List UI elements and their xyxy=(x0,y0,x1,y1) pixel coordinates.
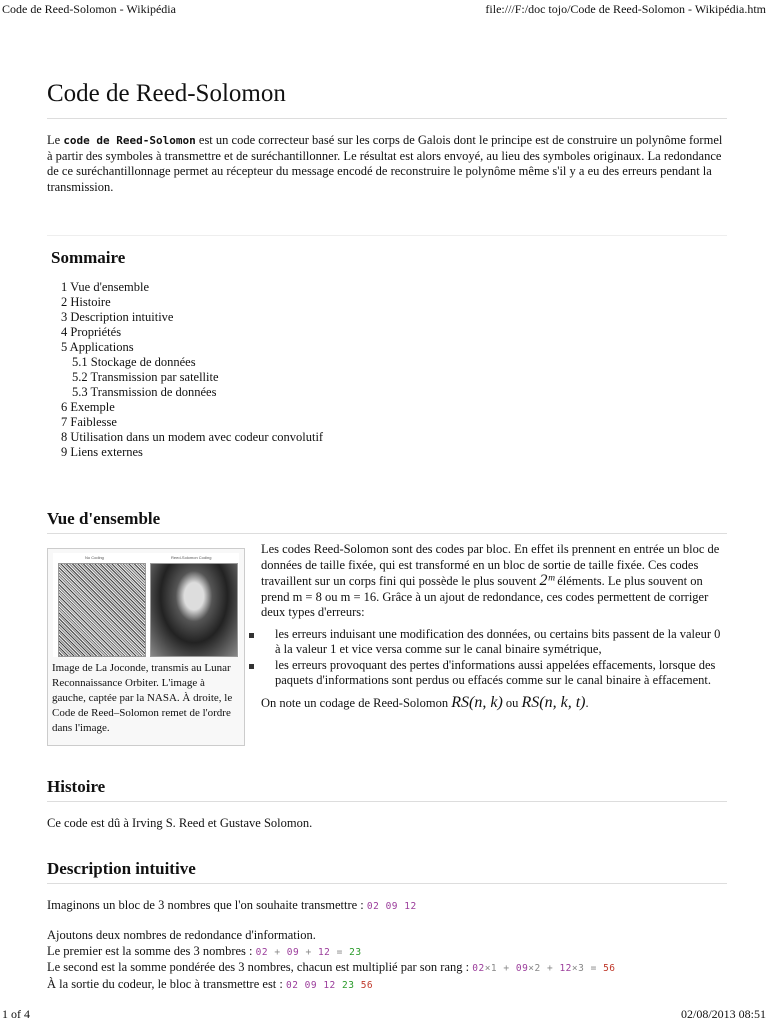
code-num: 02 09 12 xyxy=(286,979,336,991)
toc-item[interactable]: 2 Histoire xyxy=(61,295,111,309)
vue-para-a: Les codes Reed-Solomon sont des codes par bloc. En effet ils prennent en entrée un bloc de données de taille fixée, qui est transformé en un bloc de sortie de taille fixée. Ces codes travaillent sur un corps fini qui possède le plus souvent xyxy=(261,542,720,588)
print-header xyxy=(0,0,768,18)
toc-subitem[interactable]: 5.2 Transmission par satellite xyxy=(72,370,219,384)
code-op: ×3 xyxy=(571,963,585,974)
mona-lisa-thumbnail[interactable] xyxy=(47,548,245,746)
intro-pre: Le xyxy=(47,133,64,147)
corrected-image xyxy=(150,563,238,657)
code-op: + xyxy=(274,946,281,958)
print-timestamp: 02/08/2013 08:51 xyxy=(680,1007,766,1021)
intro-post: est un code correcteur basé sur les corps de Galois dont le principe est de construire un polynôme formel à partir des symboles à transmettre et de suréchantillonner. Le résultat est alors envoyé, au lieu des symboles originaux. La redondance de ce suréchantillonnage permet au récepteur du message encodé de reconstruire le polynôme même s'il y a eu des erreurs pendant la transmission. xyxy=(47,133,723,194)
code-num: 09 xyxy=(286,946,300,958)
vue-paragraph xyxy=(261,542,727,621)
image-right-title: Reed-Solomon Coding xyxy=(171,555,212,560)
desc-line-2: Ajoutons deux nombres de redondance d'information. xyxy=(47,928,316,942)
code-result: 56 xyxy=(603,963,616,974)
code-op: ×1 xyxy=(484,963,498,974)
toc-item[interactable]: 5 Applications xyxy=(61,340,134,354)
toc-item[interactable]: 7 Faiblesse xyxy=(61,415,117,429)
toc-list xyxy=(47,280,727,460)
code-result: 23 xyxy=(349,946,362,958)
toc-item[interactable]: 8 Utilisation dans un modem avec codeur convolutif xyxy=(61,430,324,444)
desc-line-3 xyxy=(47,944,727,961)
note-post: . xyxy=(585,695,589,710)
histoire-text: Ce code est dû à Irving S. Reed et Gustave Solomon. xyxy=(47,816,313,830)
section-description xyxy=(47,858,727,994)
code-op: + xyxy=(546,963,554,974)
section-histoire xyxy=(47,776,727,832)
toc-item[interactable]: 4 Propriétés xyxy=(61,325,122,339)
list-item: les erreurs induisant une modification des données, ou certains bits passent de la valeur 0 à la valeur 1 et vice versa comme sur le canal binaire symétrique, xyxy=(261,627,727,658)
math-rs-nk: RS(n, k) xyxy=(451,693,503,711)
code-op: = xyxy=(590,963,597,974)
toc-subitem[interactable]: 5.3 Transmission de données xyxy=(72,385,217,399)
page-count: 1 of 4 xyxy=(2,1007,30,1021)
desc-line3-text: Le premier est la somme des 3 nombres : xyxy=(47,943,256,958)
math-2m: 2ᵐ xyxy=(539,572,555,589)
code-num: 09 xyxy=(515,963,529,974)
toc-item[interactable]: 9 Liens externes xyxy=(61,445,143,459)
code-op: ×2 xyxy=(528,963,541,974)
code-op: + xyxy=(503,963,510,974)
vue-para-b: éléments. Le plus souvent on prend m = 8 ou m = 16. Grâce à un ajout de redondance, ces codes permettent de corriger deux types d'erreurs: xyxy=(261,574,709,619)
desc-line-5 xyxy=(47,977,727,994)
page-title: Code de Reed-Solomon xyxy=(47,78,727,119)
notation-paragraph xyxy=(261,695,727,712)
toc-item[interactable]: 6 Exemple xyxy=(61,400,115,414)
code-num: 02 xyxy=(255,946,269,958)
desc-line5-text: À la sortie du codeur, le bloc à transmettre est : xyxy=(47,976,287,991)
desc-line1-text: Imaginons un bloc de 3 nombres que l'on souhaite transmettre : xyxy=(47,897,367,912)
intro-paragraph xyxy=(47,133,727,195)
header-file-path: file:///F:/doc tojo/Code de Reed-Solomon - Wikipédia.htm xyxy=(485,2,766,16)
section-title-description: Description intuitive xyxy=(47,858,727,884)
comparison-image[interactable] xyxy=(53,553,239,657)
noisy-image xyxy=(58,563,146,657)
code-num: 23 xyxy=(342,979,355,991)
code-block-input: 02 09 12 xyxy=(366,900,417,912)
note-pre: On note un codage de Reed-Solomon xyxy=(261,695,452,710)
code-op: + xyxy=(305,946,312,958)
desc-line-4 xyxy=(47,960,727,977)
section-vue-ensemble xyxy=(47,508,727,762)
code-num: 12 xyxy=(317,946,331,958)
article-content xyxy=(47,78,727,993)
note-mid: ou xyxy=(502,695,522,710)
code-num: 56 xyxy=(360,979,374,991)
toc-title: Sommaire xyxy=(51,248,126,267)
section-title-vue: Vue d'ensemble xyxy=(47,508,727,534)
header-page-title: Code de Reed-Solomon - Wikipédia xyxy=(2,2,176,16)
code-num: 02 xyxy=(472,963,485,974)
math-rs-nkt: RS(n, k, t) xyxy=(521,693,586,711)
list-item: les erreurs provoquant des pertes d'informations aussi appelées effacements, lorsque des paquets d'informations sont perdus ou effacés comme sur le canal binaire à effacement. xyxy=(261,658,727,689)
section-title-histoire: Histoire xyxy=(47,776,727,802)
desc-line4-text: Le second est la somme pondérée des 3 nombres, chacun est multiplié par son rang : xyxy=(47,960,473,974)
desc-line-1 xyxy=(47,898,727,915)
toc-subitem[interactable]: 5.1 Stockage de données xyxy=(72,355,196,369)
code-num: 12 xyxy=(559,963,572,974)
image-left-title: No Coding xyxy=(85,555,104,560)
intro-term: code de Reed-Solomon xyxy=(63,134,196,147)
image-caption: Image de La Joconde, transmis au Lunar Reconnaissance Orbiter. L'image à gauche, captée par la NASA. À droite, le Code de Reed–Solomon remet de l'ordre dans l'image. xyxy=(52,662,233,734)
table-of-contents xyxy=(47,235,727,460)
toc-item[interactable]: 1 Vue d'ensemble xyxy=(61,280,150,294)
error-type-list xyxy=(261,627,727,689)
code-op: = xyxy=(336,946,343,958)
toc-item[interactable]: 3 Description intuitive xyxy=(61,310,174,324)
